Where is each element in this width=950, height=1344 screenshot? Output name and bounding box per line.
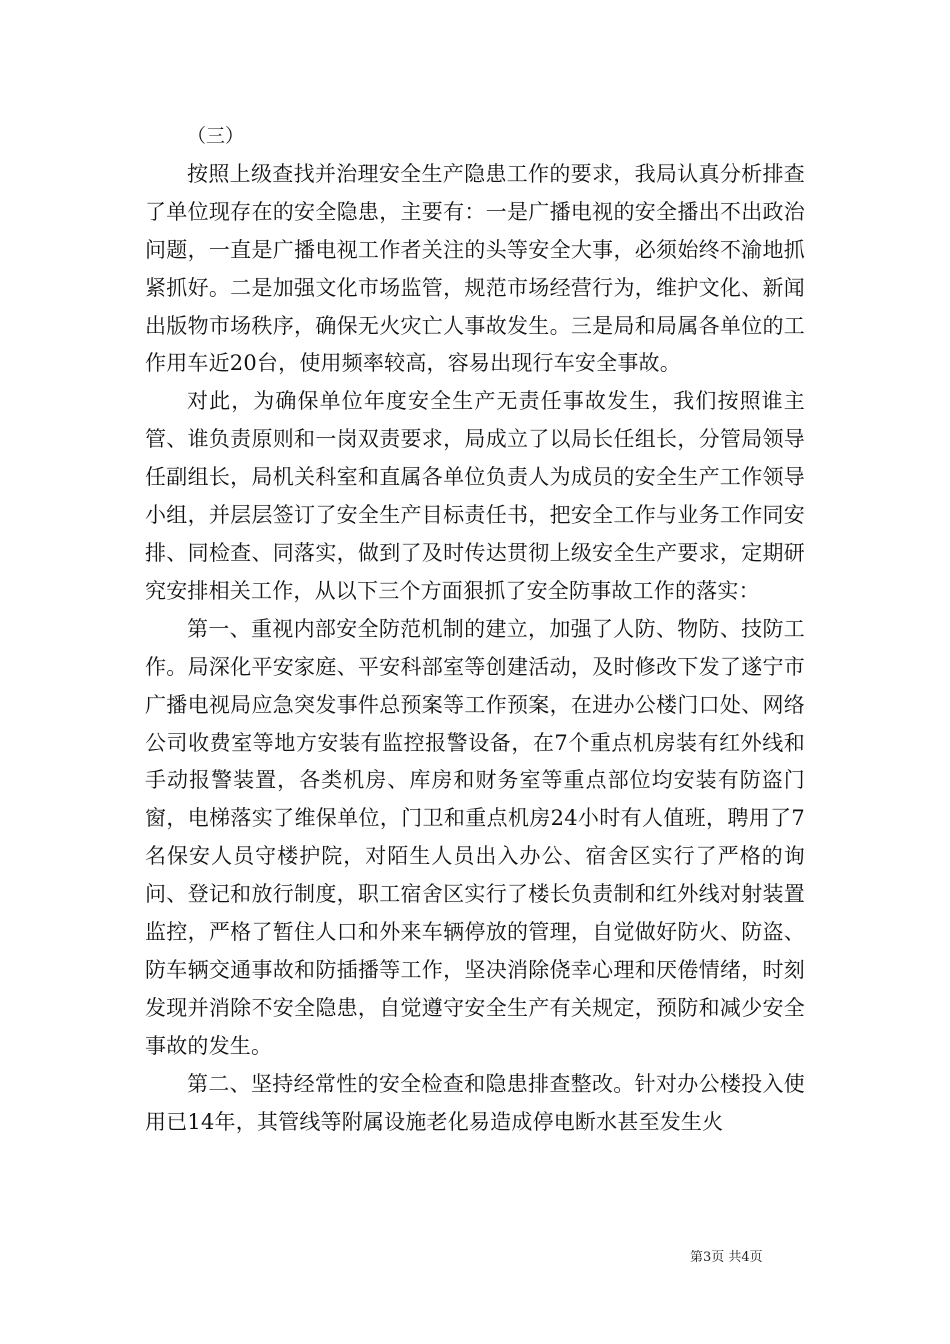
paragraph-first-point: 第一、重视内部安全防范机制的建立，加强了人防、物防、技防工作。局深化平安家庭、平安科部室等创建活动，及时修改下发了遂宁市广播电视局应急突发事件总预案等工作预案，在进办公楼门口处、网络公司收费室等地方安装有监控报警设备，在7个重点机房装有红外线和手动报警装置，各类机房、库房和财务室等重点部位均安装有防盗门窗，电梯落实了维保单位，门卫和重点机房24小时有人值班，聘用了7名保安人员守楼护院，对陌生人员出入办公、宿舍区实行了严格的询问、登记和放行制度，职工宿舍区实行了楼长负责制和红外线对射装置监控，严格了暂住人口和外来车辆停放的管理，自觉做好防火、防盗、防车辆交通事故和防插播等工作，坚决消除侥幸心理和厌倦情绪，时刻发现并消除不安全隐患，自觉遵守安全生产有关规定，预防和减少安全事故的发生。 — [145, 616, 805, 1058]
paragraph-second-point: 第二、坚持经常性的安全检查和隐患排查整改。针对办公楼投入使用已14年，其管线等附属设施老化易造成停电断水甚至发生火 — [145, 1071, 805, 1134]
paragraph-measures: 对此，为确保单位年度安全生产无责任事故发生，我们按照谁主管、谁负责原则和一岗双责要求，局成立了以局长任组长，分管局领导任副组长，局机关科室和直属各单位负责人为成员的安全生产工作领导小组，并层层签订了安全生产目标责任书，把安全工作与业务工作同安排、同检查、同落实，做到了及时传达贯彻上级安全生产要求，定期研究安排相关工作，从以下三个方面狠抓了安全防事故工作的落实： — [145, 389, 805, 603]
document-body — [145, 118, 805, 1141]
page-footer: 第3页 共4页 — [690, 1250, 763, 1265]
paragraph-hazards: 按照上级查找并治理安全生产隐患工作的要求，我局认真分析排查了单位现存在的安全隐患，主要有：一是广播电视的安全播出不出政治问题，一直是广播电视工作者关注的头等安全大事，必须始终不渝地抓紧抓好。二是加强文化市场监管，规范市场经营行为，维护文化、新闻出版物市场秩序，确保无火灾亡人事故发生。三是局和局属各单位的工作用车近20台，使用频率较高，容易出现行车安全事故。 — [145, 161, 805, 376]
section-heading: （三） — [187, 125, 245, 147]
